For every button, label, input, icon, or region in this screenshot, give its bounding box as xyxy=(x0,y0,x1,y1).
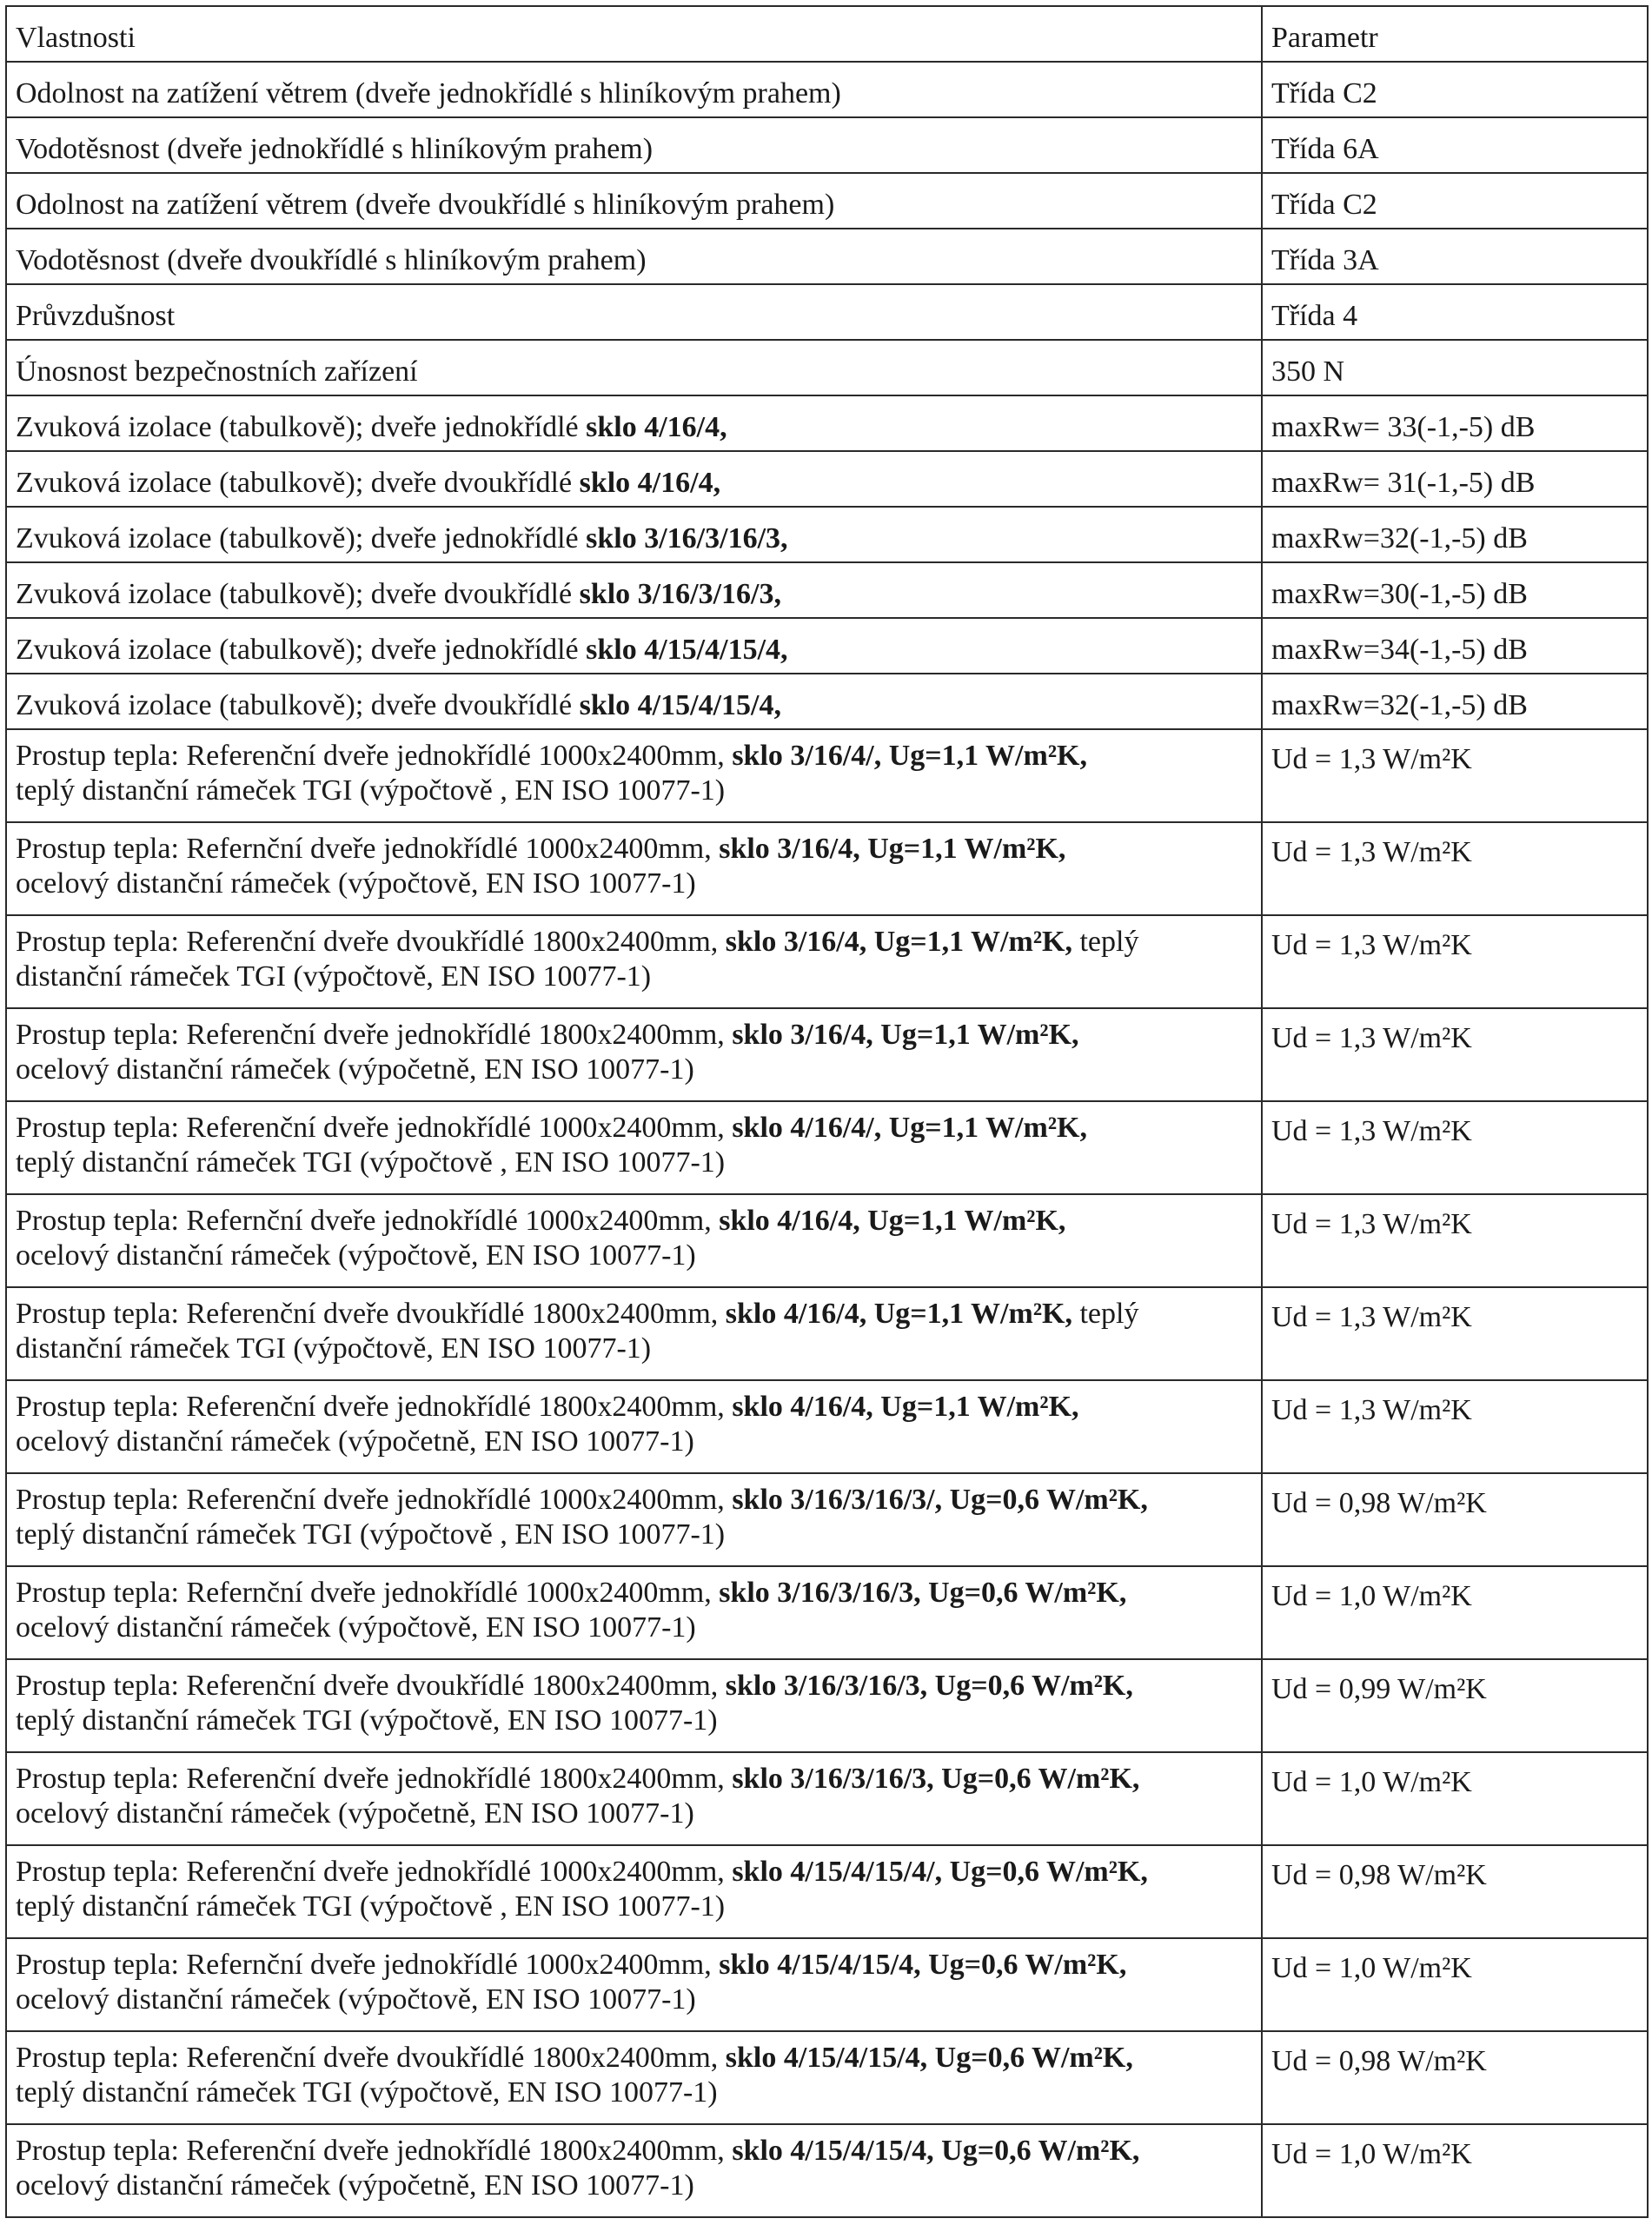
value-cell: Ud = 0,99 W/m²K xyxy=(1262,1659,1648,1752)
property-cell xyxy=(6,1380,1262,1473)
property-cell xyxy=(6,173,1262,229)
property-text-line2: teplý distanční rámeček TGI (výpočtově, EN ISO 10077-1) xyxy=(16,1704,718,1737)
property-text-line2: ocelový distanční rámeček (výpočetně, EN ISO 10077-1) xyxy=(16,1053,694,1086)
property-text: Zvuková izolace (tabulkově); dveře dvoukřídlé xyxy=(16,578,580,610)
header-property: Vlastnosti xyxy=(6,6,1262,62)
table-row xyxy=(6,729,1648,822)
property-cell xyxy=(6,62,1262,117)
value-cell: Ud = 0,98 W/m²K xyxy=(1262,2031,1648,2124)
property-bold-text: sklo 3/16/3/16/3, xyxy=(586,522,788,555)
property-text: Vodotěsnost (dveře jednokřídlé s hliníkovým prahem) xyxy=(16,133,654,165)
table-row xyxy=(6,507,1648,562)
value-cell: Třída C2 xyxy=(1262,62,1648,117)
property-text: Prostup tepla: Referenční dveře jednokřídlé 1800x2400mm, xyxy=(16,1391,733,1423)
property-text: Průvzdušnost xyxy=(16,300,176,332)
property-cell xyxy=(6,229,1262,284)
value-cell: 350 N xyxy=(1262,340,1648,395)
table-row xyxy=(6,229,1648,284)
property-bold-text: sklo 3/16/4, Ug=1,1 W/m²K, xyxy=(719,833,1066,865)
property-text-line2: distanční rámeček TGI (výpočtově, EN ISO 10077-1) xyxy=(16,960,652,993)
value-cell: Ud = 1,3 W/m²K xyxy=(1262,1101,1648,1194)
property-text: Prostup tepla: Referenční dveře dvoukřídlé 1800x2400mm, xyxy=(16,1670,726,1702)
value-cell: maxRw= 33(-1,-5) dB xyxy=(1262,395,1648,451)
table-row xyxy=(6,1752,1648,1845)
property-cell xyxy=(6,451,1262,507)
table-row xyxy=(6,117,1648,173)
value-cell: Ud = 1,0 W/m²K xyxy=(1262,1938,1648,2031)
property-bold-text: sklo 4/16/4, Ug=1,1 W/m²K, xyxy=(732,1391,1079,1423)
table-row xyxy=(6,284,1648,340)
property-text: Prostup tepla: Referenční dveře dvoukřídlé 1800x2400mm, xyxy=(16,1298,726,1330)
property-text-line2: teplý distanční rámeček TGI (výpočtově , EN ISO 10077-1) xyxy=(16,1518,726,1551)
property-text: Prostup tepla: Refernční dveře jednokřídlé 1000x2400mm, xyxy=(16,1577,720,1609)
property-text-line2: ocelový distanční rámeček (výpočetně, EN ISO 10077-1) xyxy=(16,1425,694,1458)
property-cell xyxy=(6,1659,1262,1752)
value-cell: Ud = 0,98 W/m²K xyxy=(1262,1845,1648,1938)
property-bold-text: sklo 4/16/4, xyxy=(579,467,721,499)
property-bold-text: sklo 4/15/4/15/4, Ug=0,6 W/m²K, xyxy=(725,2042,1133,2074)
property-text: Zvuková izolace (tabulkově); dveře jednokřídlé xyxy=(16,522,587,555)
property-cell xyxy=(6,1938,1262,2031)
property-bold-text: sklo 4/16/4, Ug=1,1 W/m²K, xyxy=(725,1298,1072,1330)
table-row xyxy=(6,1194,1648,1287)
property-text-line2: teplý distanční rámeček TGI (výpočtově , EN ISO 10077-1) xyxy=(16,774,726,807)
property-text: Vodotěsnost (dveře dvoukřídlé s hliníkovým prahem) xyxy=(16,244,647,276)
value-cell: Ud = 1,3 W/m²K xyxy=(1262,1194,1648,1287)
table-row xyxy=(6,915,1648,1008)
property-text: Prostup tepla: Referenční dveře jednokřídlé 1000x2400mm, xyxy=(16,1484,733,1516)
property-text: Odolnost na zatížení větrem (dveře dvoukřídlé s hliníkovým prahem) xyxy=(16,189,835,221)
value-cell: Třída 4 xyxy=(1262,284,1648,340)
property-bold-text: sklo 4/16/4, Ug=1,1 W/m²K, xyxy=(719,1205,1066,1237)
property-cell xyxy=(6,1566,1262,1659)
property-text-line2: ocelový distanční rámeček (výpočetně, EN ISO 10077-1) xyxy=(16,2169,694,2202)
property-cell xyxy=(6,284,1262,340)
property-bold-text: sklo 4/15/4/15/4, xyxy=(586,634,788,666)
property-cell xyxy=(6,2031,1262,2124)
property-text: Zvuková izolace (tabulkově); dveře dvoukřídlé xyxy=(16,689,580,721)
value-cell: Ud = 1,3 W/m²K xyxy=(1262,1380,1648,1473)
table-row xyxy=(6,62,1648,117)
value-cell: maxRw= 31(-1,-5) dB xyxy=(1262,451,1648,507)
table-row xyxy=(6,822,1648,915)
table-row xyxy=(6,340,1648,395)
property-cell xyxy=(6,2124,1262,2217)
property-bold-text: sklo 4/16/4/, Ug=1,1 W/m²K, xyxy=(732,1112,1087,1144)
table-row xyxy=(6,1845,1648,1938)
table-row xyxy=(6,2124,1648,2217)
value-cell: maxRw=32(-1,-5) dB xyxy=(1262,674,1648,729)
value-cell: Ud = 1,3 W/m²K xyxy=(1262,1287,1648,1380)
property-text: Prostup tepla: Referenční dveře dvoukřídlé 1800x2400mm, xyxy=(16,2042,726,2074)
value-cell: Ud = 1,0 W/m²K xyxy=(1262,1566,1648,1659)
property-text: Zvuková izolace (tabulkově); dveře jednokřídlé xyxy=(16,411,587,443)
property-bold-text: sklo 4/15/4/15/4, Ug=0,6 W/m²K, xyxy=(719,1949,1127,1981)
property-cell xyxy=(6,117,1262,173)
table-row xyxy=(6,395,1648,451)
table-row xyxy=(6,674,1648,729)
property-text-tail: teplý xyxy=(1071,926,1139,958)
property-text: Prostup tepla: Refernční dveře jednokřídlé 1000x2400mm, xyxy=(16,1205,720,1237)
property-cell xyxy=(6,1101,1262,1194)
property-bold-text: sklo 3/16/3/16/3, Ug=0,6 W/m²K, xyxy=(719,1577,1127,1609)
property-text: Prostup tepla: Referenční dveře jednokřídlé 1800x2400mm, xyxy=(16,2135,733,2167)
value-cell: Ud = 1,3 W/m²K xyxy=(1262,822,1648,915)
property-text-line2: ocelový distanční rámeček (výpočtově, EN ISO 10077-1) xyxy=(16,867,696,900)
table-header-row xyxy=(6,6,1648,62)
value-cell: Ud = 1,3 W/m²K xyxy=(1262,915,1648,1008)
table-row xyxy=(6,1101,1648,1194)
property-text-line2: ocelový distanční rámeček (výpočtově, EN ISO 10077-1) xyxy=(16,1611,696,1644)
property-text-line2: teplý distanční rámeček TGI (výpočtově , EN ISO 10077-1) xyxy=(16,1890,726,1923)
property-text-line2: teplý distanční rámeček TGI (výpočtově, EN ISO 10077-1) xyxy=(16,2076,718,2109)
property-cell xyxy=(6,562,1262,618)
property-text: Prostup tepla: Referenční dveře jednokřídlé 1000x2400mm, xyxy=(16,740,733,772)
table-row xyxy=(6,1938,1648,2031)
property-bold-text: sklo 3/16/4/, Ug=1,1 W/m²K, xyxy=(732,740,1087,772)
property-text: Prostup tepla: Refernční dveře jednokřídlé 1000x2400mm, xyxy=(16,1949,720,1981)
property-text: Zvuková izolace (tabulkově); dveře dvoukřídlé xyxy=(16,467,580,499)
property-cell xyxy=(6,507,1262,562)
property-bold-text: sklo 3/16/3/16/3, Ug=0,6 W/m²K, xyxy=(725,1670,1133,1702)
property-bold-text: sklo 3/16/3/16/3, xyxy=(579,578,781,610)
property-cell xyxy=(6,674,1262,729)
property-cell xyxy=(6,1008,1262,1101)
value-cell: maxRw=30(-1,-5) dB xyxy=(1262,562,1648,618)
property-cell xyxy=(6,618,1262,674)
table-row xyxy=(6,451,1648,507)
table-row xyxy=(6,2031,1648,2124)
property-bold-text: sklo 3/16/3/16/3/, Ug=0,6 W/m²K, xyxy=(732,1484,1148,1516)
table-row xyxy=(6,1008,1648,1101)
property-text: Odolnost na zatížení větrem (dveře jednokřídlé s hliníkovým prahem) xyxy=(16,77,841,110)
property-cell xyxy=(6,729,1262,822)
property-text-tail: teplý xyxy=(1071,1298,1139,1330)
value-cell: Třída 6A xyxy=(1262,117,1648,173)
property-bold-text: sklo 3/16/4, Ug=1,1 W/m²K, xyxy=(725,926,1072,958)
table-row xyxy=(6,1380,1648,1473)
property-text-line2: teplý distanční rámeček TGI (výpočtově , EN ISO 10077-1) xyxy=(16,1146,726,1179)
properties-table-container xyxy=(5,5,1647,2218)
table-row xyxy=(6,1566,1648,1659)
property-text: Prostup tepla: Referenční dveře jednokřídlé 1000x2400mm, xyxy=(16,1112,733,1144)
value-cell: Ud = 1,0 W/m²K xyxy=(1262,2124,1648,2217)
property-bold-text: sklo 3/16/3/16/3, Ug=0,6 W/m²K, xyxy=(732,1763,1140,1795)
value-cell: Ud = 1,3 W/m²K xyxy=(1262,1008,1648,1101)
property-text: Prostup tepla: Referenční dveře jednokřídlé 1800x2400mm, xyxy=(16,1763,733,1795)
property-text-line2: ocelový distanční rámeček (výpočtově, EN ISO 10077-1) xyxy=(16,1983,696,2016)
property-cell xyxy=(6,1845,1262,1938)
property-cell xyxy=(6,395,1262,451)
value-cell: Třída C2 xyxy=(1262,173,1648,229)
property-text: Prostup tepla: Referenční dveře jednokřídlé 1000x2400mm, xyxy=(16,1856,733,1888)
property-text: Prostup tepla: Referenční dveře jednokřídlé 1800x2400mm, xyxy=(16,1019,733,1051)
property-cell xyxy=(6,915,1262,1008)
property-text: Prostup tepla: Refernční dveře jednokřídlé 1000x2400mm, xyxy=(16,833,720,865)
property-bold-text: sklo 3/16/4, Ug=1,1 W/m²K, xyxy=(732,1019,1079,1051)
properties-table xyxy=(5,5,1649,2218)
value-cell: Ud = 0,98 W/m²K xyxy=(1262,1473,1648,1566)
property-cell xyxy=(6,1194,1262,1287)
value-cell: Třída 3A xyxy=(1262,229,1648,284)
header-parameter: Parametr xyxy=(1262,6,1648,62)
table-row xyxy=(6,1287,1648,1380)
table-row xyxy=(6,173,1648,229)
value-cell: Ud = 1,0 W/m²K xyxy=(1262,1752,1648,1845)
value-cell: Ud = 1,3 W/m²K xyxy=(1262,729,1648,822)
property-text-line2: ocelový distanční rámeček (výpočtově, EN ISO 10077-1) xyxy=(16,1239,696,1272)
table-row xyxy=(6,562,1648,618)
property-cell xyxy=(6,1473,1262,1566)
property-cell xyxy=(6,822,1262,915)
value-cell: maxRw=32(-1,-5) dB xyxy=(1262,507,1648,562)
property-bold-text: sklo 4/16/4, xyxy=(586,411,727,443)
value-cell: maxRw=34(-1,-5) dB xyxy=(1262,618,1648,674)
property-cell xyxy=(6,340,1262,395)
property-text: Únosnost bezpečnostních zařízení xyxy=(16,355,418,388)
property-text-line2: ocelový distanční rámeček (výpočetně, EN ISO 10077-1) xyxy=(16,1797,694,1830)
table-row xyxy=(6,1473,1648,1566)
table-row xyxy=(6,618,1648,674)
property-text-line2: distanční rámeček TGI (výpočtově, EN ISO 10077-1) xyxy=(16,1332,652,1365)
table-row xyxy=(6,1659,1648,1752)
property-text: Prostup tepla: Referenční dveře dvoukřídlé 1800x2400mm, xyxy=(16,926,726,958)
property-cell xyxy=(6,1752,1262,1845)
property-bold-text: sklo 4/15/4/15/4/, Ug=0,6 W/m²K, xyxy=(732,1856,1148,1888)
property-bold-text: sklo 4/15/4/15/4, xyxy=(579,689,781,721)
property-cell xyxy=(6,1287,1262,1380)
property-text: Zvuková izolace (tabulkově); dveře jednokřídlé xyxy=(16,634,587,666)
property-bold-text: sklo 4/15/4/15/4, Ug=0,6 W/m²K, xyxy=(732,2135,1140,2167)
